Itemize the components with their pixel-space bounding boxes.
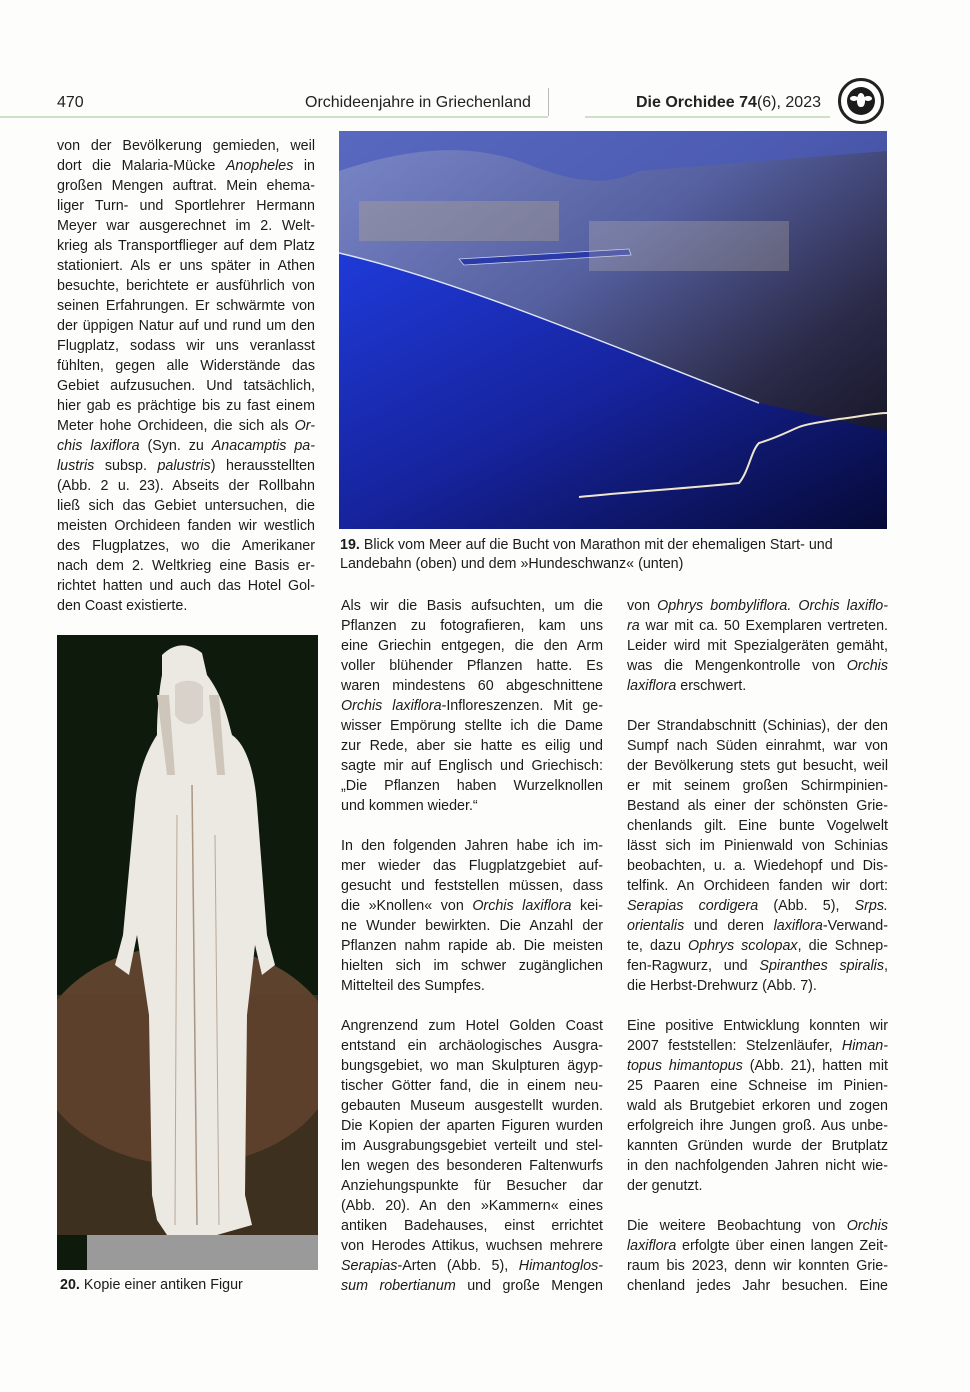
text-line: erfolgreich ihre Jungen groß. Aus unbe- (627, 1118, 888, 1134)
page-number: 470 (57, 94, 84, 111)
journal-citation (636, 94, 821, 112)
text-line: von Herodes Attikus, wuchsen mehrere (341, 1238, 603, 1254)
species-name: Himantoglos- (518, 1258, 603, 1274)
text-line: Orchis laxiflora-Infloreszenzen. Mit ge- (341, 698, 604, 714)
text-line: großen Mengen auftrat. Mein ehema- (57, 178, 315, 194)
journal-volume: 74 (739, 94, 757, 111)
text-line: mer wieder das Flugplatzgebiet auf- (341, 858, 603, 874)
text-line: orientalis und deren laxiflora-Verwand- (627, 918, 888, 934)
text-line: eine Griechin entgegen, die den Arm (341, 638, 603, 654)
text-line: von der Bevölkerung gemieden, weil (57, 138, 315, 154)
text-line: In den folgenden Jahren habe ich im- (341, 838, 603, 854)
text-line: fen-Ragwurz, und Spiranthes spiralis, (627, 958, 888, 974)
text-line: antiken Badehauses, einst errichtet (341, 1218, 603, 1234)
text-line: ließ sich das Gebiet untersuchen, die (57, 498, 315, 514)
text-line: waren mindestens 60 abgeschnittene (341, 678, 603, 694)
text-line: Mittelteil des Sumpfes. (341, 978, 485, 994)
species-name: laxiflora (773, 918, 823, 934)
paragraph-gap (341, 816, 603, 836)
text-line: er mit seinem großen Schirmpinien- (627, 778, 888, 794)
text-line: der genutzt. (627, 1178, 703, 1194)
header-rule-left (0, 116, 548, 118)
text-line: Als wir die Basis aufsuchten, um die (341, 598, 603, 614)
text-line: fühlten, gegen alle Widerstände das (57, 358, 315, 374)
species-name: Serapias cordigera (627, 898, 759, 914)
species-name: Orchis laxiflora (341, 698, 442, 714)
text-line: kannten Gründen wurde der Brutplatz (627, 1138, 888, 1154)
text-line: (Abb. 2 u. 23). Abseits der Rollbahn (57, 478, 315, 494)
species-name: Anacamptis pa- (211, 438, 315, 454)
figure-19-caption-line1: Blick vom Meer auf die Bucht von Marathon mit der ehemaligen Start- und (359, 537, 833, 553)
species-name: palustris (157, 458, 211, 474)
text-line: Serapias-Arten (Abb. 5), Himantoglos- (341, 1258, 603, 1274)
text-line: dort die Malaria-Mücke Anopheles in (57, 158, 315, 174)
text-line: tischer Götter fand, die in einem neu- (341, 1078, 603, 1094)
text-line: 25 Paaren eine Schneise im Pinien- (627, 1078, 888, 1094)
statue-illustration (57, 635, 318, 1270)
text-line: voller blühender Pflanzen hatte. Es (341, 658, 603, 674)
text-line: richtet hatten und auch das Hotel Gol- (57, 578, 315, 594)
text-column-left (57, 136, 315, 616)
figure-19-caption (340, 536, 900, 574)
paragraph-gap (627, 696, 888, 716)
text-line: Gebiet aufzusuchen. Und tatsächlich, (57, 378, 315, 394)
text-line: zur Rede, aber sie hatte es eilig und (341, 738, 603, 754)
text-line: ne Wunder bewirkten. Die Anzahl der (341, 918, 603, 934)
logo-emblem (847, 87, 875, 115)
species-name: Srps. (854, 898, 888, 914)
text-line: meisten Orchideen fanden wir westlich (57, 518, 315, 534)
text-line: laxiflora erfolgte über einen langen Zeit- (627, 1238, 888, 1254)
text-line: raum bis 2023, denn wir konnten Grie- (627, 1258, 888, 1274)
text-line: (Abb. 20). An den »Kammern« eines (341, 1198, 603, 1214)
figure-20-statue-photo (57, 635, 318, 1270)
species-name: lustris (57, 458, 95, 474)
text-line: in den nachfolgenden Jahren nicht wie- (627, 1158, 888, 1174)
text-line: besuchte, berichtete er ausführlich von (57, 278, 315, 294)
figure-20-caption-text: Kopie einer antiken Figur (79, 1277, 243, 1293)
text-line: sagte mir auf Englisch und Griechisch: (341, 758, 603, 774)
species-name: sum robertianum (341, 1278, 456, 1294)
text-line: im Ausgrabungsgebiet verteilt und stel- (341, 1138, 603, 1154)
page-header (0, 88, 970, 122)
text-line: von Ophrys bombyliflora. Orchis laxiflo- (627, 598, 888, 614)
text-line: laxiflora erschwert. (627, 678, 747, 694)
text-line: len wegen des besonderen Faltenwurfs (341, 1158, 603, 1174)
paragraph-gap (627, 996, 888, 1016)
text-line: stationiert. Als er uns später in Athen (57, 258, 315, 274)
text-line: den Coast existierte. (57, 598, 188, 614)
species-name: Ophrys scolopax (688, 938, 798, 954)
text-line: die Herbst-Drehwurz (Abb. 7). (627, 978, 817, 994)
species-name: Himan- (841, 1038, 888, 1054)
orchid-flower-icon (857, 93, 865, 107)
text-line: der üppigen Natur auf und rund um den (57, 318, 315, 334)
species-name: topus himantopus (627, 1058, 743, 1074)
text-line: Pflanzen nahm rapide ab. Die meisten (341, 938, 603, 954)
orchid-society-seal-icon (838, 78, 884, 124)
text-line: Die weitere Beobachtung von Orchis (627, 1218, 888, 1234)
text-line: und kommen wieder.“ (341, 798, 478, 814)
species-name: ra (627, 618, 640, 634)
text-line: lässt sich im Pinienwald von Schinias (627, 838, 888, 854)
text-line: chis laxiflora (Syn. zu Anacamptis pa- (57, 438, 315, 454)
text-line: beobachten, u. a. Wiedehopf und Dis- (627, 858, 888, 874)
text-line: wald als Brutgebiet erkoren und zogen (627, 1098, 888, 1114)
text-line: Sumpf nach Süden einrahmt, war von (627, 738, 888, 754)
species-name: chis laxiflora (57, 438, 140, 454)
text-line: nach dem 2. Weltkrieg eine Basis er- (57, 558, 315, 574)
text-line: lustris subsp. palustris) herausstellten (57, 458, 315, 474)
text-line: te, dazu Ophrys scolopax, die Schnep- (627, 938, 889, 954)
text-line: was die Mengenkontrolle von Orchis (627, 658, 888, 674)
species-name: Anopheles (225, 158, 294, 174)
text-line: Bestand als einer der schönsten Grie- (627, 798, 888, 814)
paragraph-gap (627, 1196, 888, 1216)
text-line: wisser Empörung stellte ich die Dame (341, 718, 603, 734)
text-line: sum robertianum und große Mengen (341, 1278, 603, 1294)
text-line: chenlands gilt. Eine bunte Vogelwelt (627, 818, 888, 834)
text-line: Leider wird mit Spezialgeräten gemäht, (627, 638, 888, 654)
text-line: bungsgebiet, wo man Skulpturen ägyp- (341, 1058, 603, 1074)
figure-20-caption (60, 1276, 320, 1295)
text-line: seinen Erfahrungen. Er schwärmte von (57, 298, 315, 314)
text-line: entstand ein archäologisches Ausgra- (341, 1038, 603, 1054)
text-line: Pflanzen zu fotografieren, kam uns (341, 618, 603, 634)
aerial-coastline-illustration (339, 131, 887, 529)
text-line: topus himantopus (Abb. 21), hatten mit (627, 1058, 888, 1074)
text-line: krieg als Transportflieger auf dem Platz (57, 238, 315, 254)
species-name: Orchis laxiflora (472, 898, 572, 914)
species-name: Serapias (341, 1258, 398, 1274)
text-line: Die Kopien der aparten Figuren wurden (341, 1118, 603, 1134)
species-name: Spiranthes spiralis (759, 958, 885, 974)
text-line: Meyer war ausgerechnet im 2. Welt- (57, 218, 315, 234)
paragraph-gap (341, 996, 603, 1016)
text-line: chenland jedes Jahr besuchen. Eine (627, 1278, 888, 1294)
text-line: Eine positive Entwicklung konnten wir (627, 1018, 888, 1034)
text-line: ra war mit ca. 50 Exemplaren vertreten. (627, 618, 888, 634)
journal-name: Die Orchidee (636, 94, 735, 111)
text-line: Flugplatz, sodass wir uns veranlasst (57, 338, 315, 354)
text-line: liger Turn- und Sportlehrer Hermann (57, 198, 315, 214)
figure-19-number: 19. (340, 537, 360, 553)
species-name: Orchis (846, 1218, 888, 1234)
text-column-right (627, 596, 888, 1296)
header-rule-right (585, 116, 830, 118)
text-line: hier gab es prächtige bis zu fast einem (57, 398, 315, 414)
text-line: 2007 feststellen: Stelzenläufer, Himan- (627, 1038, 888, 1054)
text-line: hielten sich im schwer zugänglichen (341, 958, 603, 974)
figure-20-number: 20. (60, 1277, 80, 1293)
text-line: des Flugplatzes, wo die Amerikaner (57, 538, 315, 554)
text-line: Meter hohe Orchideen, die sich als Or- (57, 418, 315, 434)
text-line: Anziehungspunkte für Besucher dar (341, 1178, 603, 1194)
text-line: gesucht und feststellen müssen, dass (341, 878, 603, 894)
header-divider (548, 88, 549, 116)
text-line: die »Knollen« von Orchis laxiflora kei- (341, 898, 603, 914)
figure-19-aerial-photo (339, 131, 887, 529)
text-line: telfink. An Orchideen fanden wir dort: (627, 878, 888, 894)
text-line: Der Strandabschnitt (Schinias), der den (627, 718, 888, 734)
running-title: Orchideenjahre in Griechenland (305, 94, 531, 111)
journal-issue: (6), 2023 (756, 94, 821, 111)
text-line: gebauten Museum ausgestellt wurden. (341, 1098, 603, 1114)
species-name: Orchis (846, 658, 888, 674)
species-name: Or- (294, 418, 315, 434)
text-line: Serapias cordigera (Abb. 5), Srps. (627, 898, 888, 914)
text-line: „Die Pflanzen haben Wurzelknollen (341, 778, 603, 794)
text-line: der Bevölkerung stets gut besucht, weil (627, 758, 888, 774)
figure-19-caption-line2: Landebahn (oben) und dem »Hundeschwanz« (unten) (340, 556, 684, 572)
text-line: Angrenzend zum Hotel Golden Coast (341, 1018, 603, 1034)
species-name: Ophrys bombyliflora. Orchis laxiflo- (657, 598, 888, 614)
text-column-middle (341, 596, 603, 1296)
species-name: laxiflora (627, 678, 677, 694)
species-name: orientalis (627, 918, 685, 934)
species-name: laxiflora (627, 1238, 677, 1254)
